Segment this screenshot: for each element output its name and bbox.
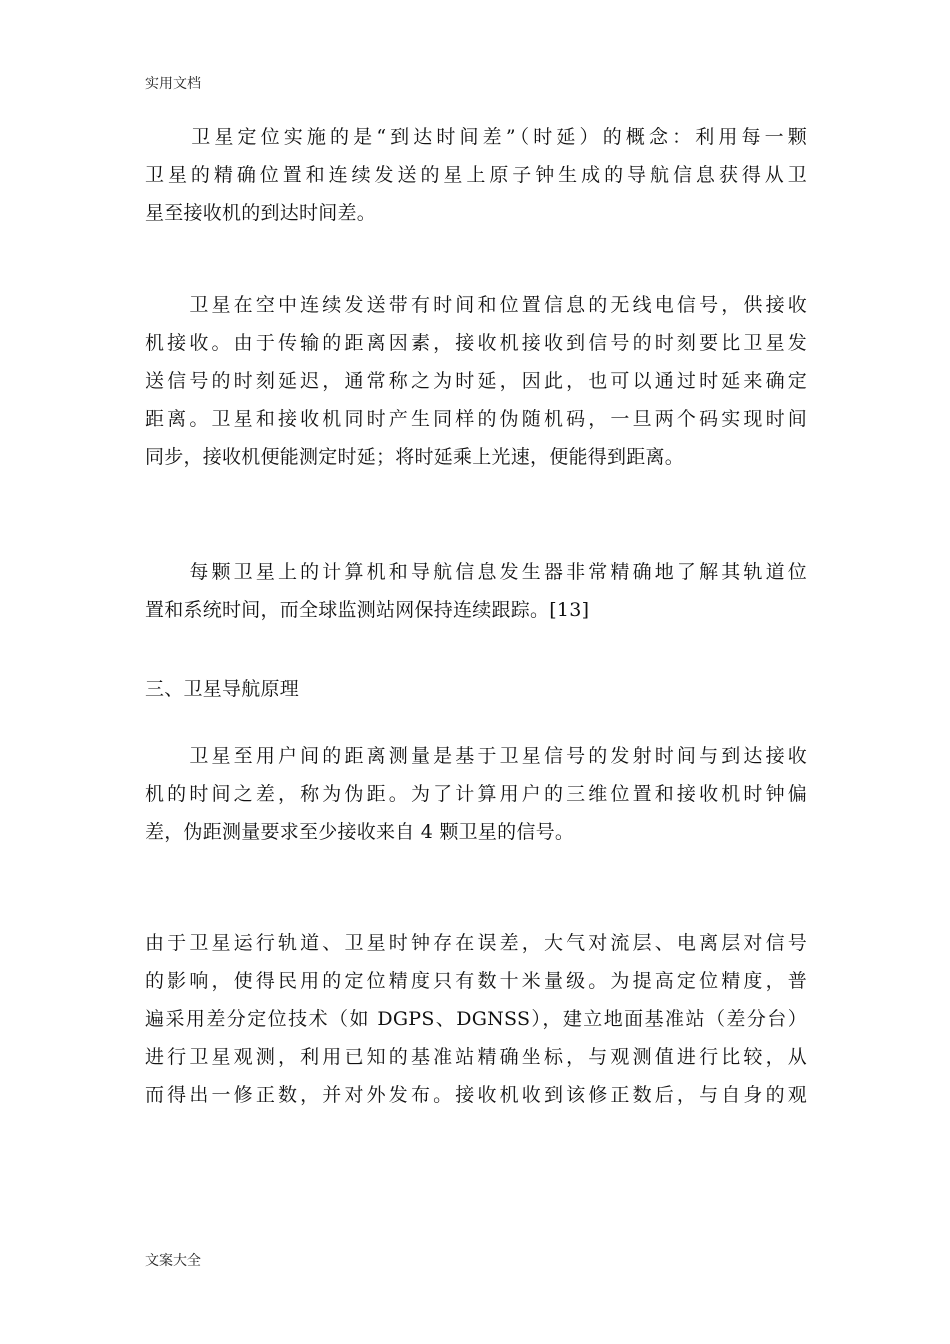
paragraph-line: 置和系统时间，而全球监测站网保持连续跟踪。[13] <box>145 599 590 621</box>
paragraph-line: 由于卫星运行轨道、卫星时钟存在误差，大气对流层、电离层对信号 <box>145 932 807 954</box>
paragraph-line: 距离。卫星和接收机同时产生同样的伪随机码，一旦两个码实现时间 <box>145 408 807 430</box>
paragraph-time-difference <box>145 118 807 232</box>
paragraph-line: 机接收。由于传输的距离因素，接收机接收到信号的时刻要比卫星发 <box>145 332 807 354</box>
paragraph-line: 星至接收机的到达时间差。 <box>145 202 377 224</box>
paragraph-line: 每颗卫星上的计算机和导航信息发生器非常精确地了解其轨道位 <box>145 561 807 583</box>
paragraph-line: 遍采用差分定位技术（如 DGPS、DGNSS），建立地面基准站（差分台） <box>145 1008 807 1030</box>
paragraph-line: 卫星至用户间的距离测量是基于卫星信号的发射时间与到达接收 <box>145 745 807 767</box>
paragraph-line: 差，伪距测量要求至少接收来自 4 颗卫星的信号。 <box>145 821 575 843</box>
paragraph-line: 送信号的时刻延迟，通常称之为时延，因此，也可以通过时延来确定 <box>145 370 807 392</box>
section-heading-text: 三、卫星导航原理 <box>145 678 300 700</box>
page-footer: 文案大全 <box>145 1253 201 1269</box>
paragraph-line: 卫星在空中连续发送带有时间和位置信息的无线电信号，供接收 <box>145 294 807 316</box>
paragraph-signal-delay <box>145 286 807 476</box>
paragraph-line: 同步，接收机便能测定时延；将时延乘上光速，便能得到距离。 <box>145 446 685 468</box>
paragraph-line: 的影响，使得民用的定位精度只有数十米量级。为提高定位精度，普 <box>145 970 807 992</box>
paragraph-line: 机的时间之差，称为伪距。为了计算用户的三维位置和接收机时钟偏 <box>145 783 807 805</box>
paragraph-orbit-tracking <box>145 553 807 629</box>
paragraph-line: 卫星定位实施的是“到达时间差”（时延）的概念：利用每一颗 <box>145 126 807 148</box>
page-header: 实用文档 <box>145 76 201 92</box>
paragraph-pseudorange <box>145 737 807 851</box>
paragraph-differential-positioning <box>145 924 807 1114</box>
paragraph-line: 进行卫星观测，利用已知的基准站精确坐标，与观测值进行比较，从 <box>145 1046 807 1068</box>
section-heading <box>145 670 807 708</box>
paragraph-line: 而得出一修正数，并对外发布。接收机收到该修正数后，与自身的观 <box>145 1084 807 1106</box>
paragraph-line: 卫星的精确位置和连续发送的星上原子钟生成的导航信息获得从卫 <box>145 164 807 186</box>
